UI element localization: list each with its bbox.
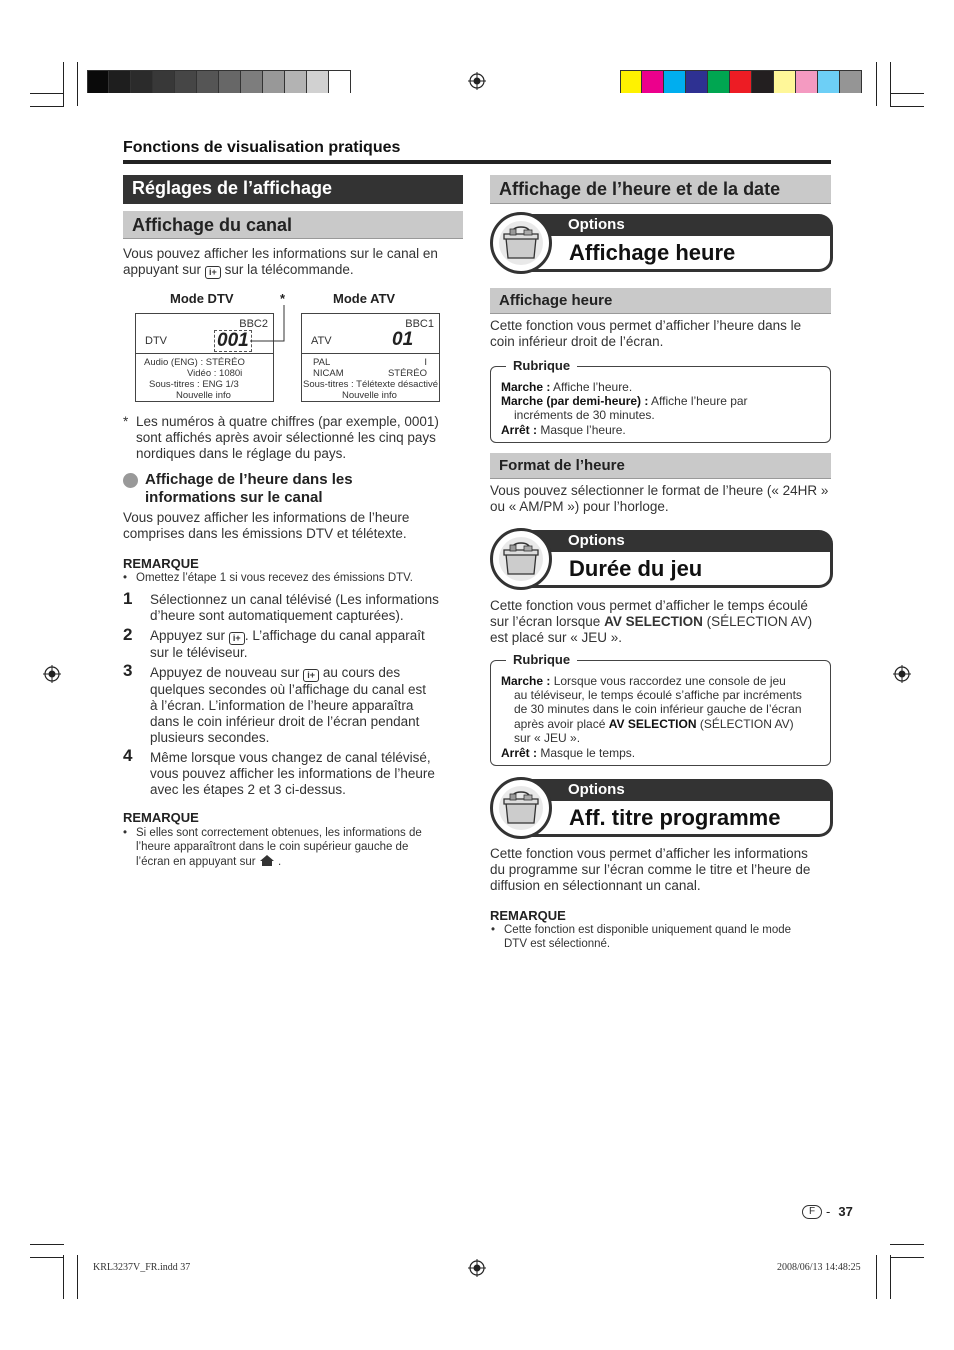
- language-badge: F: [802, 1205, 822, 1219]
- toolbox-icon: [498, 785, 544, 831]
- options-banner-titre-programme: [490, 779, 833, 837]
- bullet-dot-icon: [123, 473, 138, 488]
- duree-jeu-text: Cette fonction vous permet d’afficher le temps écoulé sur l’écran lorsque AV SELECTION (SÉLECTION AV) est placé sur « JEU ».: [490, 598, 813, 645]
- atv-label: ATV: [311, 335, 332, 347]
- page-number-value: 37: [838, 1204, 853, 1219]
- toolbox-icon: [498, 536, 544, 582]
- atv-channel-number: 01: [392, 329, 414, 350]
- step-text: Sélectionnez un canal télévisé (Les informations d’heure sont automatiquement capturées).: [150, 592, 439, 623]
- remarque-bullet: •: [123, 572, 128, 584]
- gray-swatch: [87, 71, 109, 93]
- options-banner-affichage-heure: [490, 214, 833, 272]
- registration-mark-left: [43, 665, 61, 683]
- registration-mark-top: [468, 72, 486, 90]
- asterisk-mark: *: [280, 291, 286, 306]
- dtv-label: DTV: [145, 335, 167, 347]
- format-heure-text: Vous pouvez sélectionner le format de l’heure (« 24HR » ou « AM/PM ») pour l’horloge.: [490, 483, 829, 514]
- dtv-info-line: Sous-titres : ENG 1/3: [149, 379, 239, 390]
- atv-info-line: STÉRÉO: [387, 368, 427, 379]
- gray-swatch: [241, 71, 263, 93]
- subsection-format-heure: Format de l’heure: [490, 453, 831, 479]
- affichage-heure-text: Cette fonction vous permet d’afficher l’heure dans le coin inférieur droit de l’écran.: [490, 318, 802, 349]
- remarque-bullet: •: [491, 924, 496, 936]
- remarque-label: REMARQUE: [123, 810, 199, 825]
- remarque-text: Cette fonction est disponible uniquement quand le mode DTV est sélectionné.: [504, 924, 792, 950]
- atv-info-line: PAL: [313, 357, 331, 368]
- step-text: Appuyez de nouveau sur i+ au cours des quelques secondes où l’affichage du canal est à l’écran. L’information de l’heure apparaîtra dans le coin inférieur droit de l’écran pendant plusieurs secondes.: [150, 665, 426, 745]
- gray-swatch: [197, 71, 219, 93]
- info-button-icon: i+: [303, 669, 319, 682]
- mode-atv-label: Mode ATV: [333, 291, 396, 306]
- step-text: Appuyez sur i+ . L’affichage du canal apparaît sur le téléviseur.: [150, 628, 425, 660]
- banner-title: Affichage heure: [569, 240, 736, 265]
- dtv-channel-number: 001: [214, 330, 252, 352]
- gray-swatch: [263, 71, 285, 93]
- color-bar: [620, 70, 862, 92]
- options-banner-duree-jeu: [490, 530, 833, 588]
- banner-title: Aff. titre programme: [569, 805, 781, 830]
- registration-mark-right: [893, 665, 911, 683]
- banner-title: Durée du jeu: [569, 556, 703, 581]
- options-label: Options: [568, 216, 625, 233]
- gray-color-bar: [87, 70, 351, 92]
- color-swatch: [708, 71, 730, 93]
- gray-swatch: [131, 71, 153, 93]
- dtv-info-line: Audio (ENG) : STÉRÉO: [144, 357, 245, 368]
- step-number: 2: [123, 625, 133, 644]
- bullet-text: Vous pouvez afficher les informations de l’heure comprises dans les émissions DTV et télétexte.: [123, 510, 410, 541]
- color-swatch: [642, 71, 664, 93]
- color-swatch: [620, 71, 642, 93]
- atv-info-line: Nouvelle info: [342, 390, 397, 401]
- atv-channel-display: [301, 313, 440, 402]
- color-swatch: [730, 71, 752, 93]
- atv-channel-name: BBC1: [405, 318, 434, 330]
- chapter-rule: [123, 160, 831, 164]
- gray-swatch: [307, 71, 329, 93]
- intro-text: Vous pouvez afficher les informations sur le canal en appuyant sur i+ sur la télécommande.: [123, 246, 438, 277]
- footnote-text: Les numéros à quatre chiffres (par exemple, 0001) sont affichés après avoir sélectionné les cinq pays nordiques dans le réglage du pays.: [136, 414, 439, 461]
- toolbox-icon: [498, 220, 544, 266]
- subsection-affichage-heure: Affichage heure: [490, 288, 831, 314]
- step-number: 4: [123, 746, 133, 765]
- home-button-icon: [259, 854, 275, 867]
- options-label: Options: [568, 781, 625, 798]
- color-swatch: [796, 71, 818, 93]
- rubrique-label: Rubrique: [506, 652, 577, 667]
- rubrique-box-duree-jeu: Rubrique Marche : Lorsque vous raccordez une console de jeu au téléviseur, le temps écoulé s’affiche par incréments de 30 minutes dans le coin inférieur gauche de l’écran après avoir placé AV SELECTION (SÉLECTION AV) sur « JEU ». Arrêt : Masque le temps.: [490, 660, 831, 766]
- remarque-label: REMARQUE: [123, 556, 199, 571]
- footer-file: KRL3237V_FR.indd 37: [93, 1262, 191, 1273]
- titre-programme-text: Cette fonction vous permet d’afficher les informations du programme sur l’écran comme le titre et l’heure de diffusion en sélectionnant un canal.: [490, 846, 811, 893]
- color-swatch: [752, 71, 774, 93]
- color-swatch: [818, 71, 840, 93]
- remarque-text: Si elles sont correctement obtenues, les informations de l’heure apparaîtront dans le coin supérieur gauche de l’écran en appuyant sur .: [136, 827, 422, 868]
- registration-mark-bottom: [468, 1259, 486, 1277]
- section-title-heure-date: Affichage de l’heure et de la date: [490, 175, 831, 204]
- gray-swatch: [285, 71, 307, 93]
- atv-info-line: Sous-titres : Télétexte désactivé: [303, 379, 438, 390]
- bullet-heading: Affichage de l’heure dans les informations sur le canal: [145, 471, 353, 506]
- dtv-info-line: Vidéo : 1080i: [187, 368, 243, 379]
- subsection-affichage-canal: Affichage du canal: [123, 211, 463, 239]
- color-swatch: [774, 71, 796, 93]
- step-number: 3: [123, 661, 133, 680]
- info-button-icon: i+: [205, 266, 221, 279]
- page-dash: -: [826, 1204, 831, 1219]
- atv-info-line: I: [424, 357, 427, 368]
- atv-info-line: NICAM: [313, 368, 344, 379]
- color-swatch: [840, 71, 862, 93]
- dtv-info-line: Nouvelle info: [176, 390, 231, 401]
- info-button-icon: i+: [229, 632, 245, 645]
- step-number: 1: [123, 589, 133, 608]
- asterisk-pointer-line: [248, 305, 288, 345]
- gray-swatch: [219, 71, 241, 93]
- remarque-label: REMARQUE: [490, 908, 566, 923]
- page-number: [802, 1204, 853, 1219]
- remarque-bullet: •: [123, 827, 128, 839]
- gray-swatch: [153, 71, 175, 93]
- footer-date: 2008/06/13 14:48:25: [777, 1262, 861, 1273]
- footnote-mark: *: [123, 414, 129, 429]
- step-text: Même lorsque vous changez de canal télévisé, vous pouvez afficher les informations de l’heure avec les étapes 2 et 3 ci-dessus.: [150, 750, 435, 797]
- remarque-text: Omettez l’étape 1 si vous recevez des émissions DTV.: [136, 572, 413, 584]
- dtv-channel-name: BBC2: [239, 318, 268, 330]
- mode-dtv-label: Mode DTV: [170, 291, 234, 306]
- color-swatch: [664, 71, 686, 93]
- color-swatch: [686, 71, 708, 93]
- chapter-title: Fonctions de visualisation pratiques: [123, 139, 401, 156]
- gray-swatch: [109, 71, 131, 93]
- gray-swatch: [329, 71, 351, 93]
- options-label: Options: [568, 532, 625, 549]
- rubrique-box-affichage-heure: Rubrique Marche : Affiche l’heure. Marche (par demi-heure) : Affiche l’heure par incréments de 30 minutes. Arrêt : Masque l’heure.: [490, 366, 831, 443]
- rubrique-label: Rubrique: [506, 358, 577, 373]
- gray-swatch: [175, 71, 197, 93]
- section-title-reglages: Réglages de l’affichage: [123, 175, 463, 204]
